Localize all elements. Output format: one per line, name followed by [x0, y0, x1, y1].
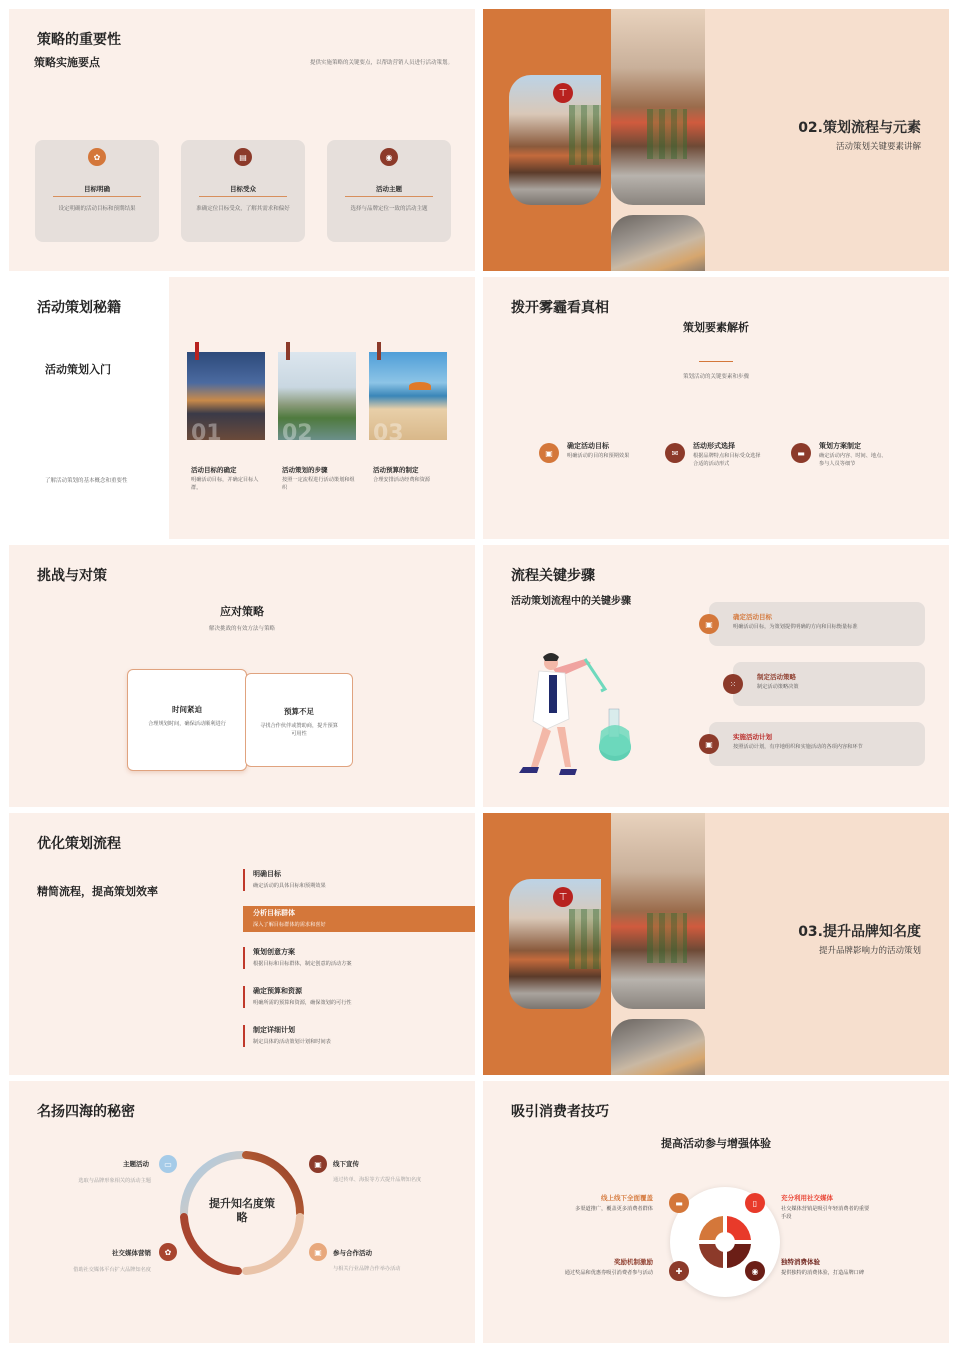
item-label: 线下宣传: [333, 1160, 359, 1168]
step-card-2: [729, 662, 925, 706]
card-desc: 设定明确的活动目标和预期结果: [58, 206, 136, 212]
slide-title: 策略的重要性: [37, 32, 121, 48]
slide-title: 挑战与对策: [37, 568, 107, 584]
item-desc: 明确活动的目的和预期效果: [567, 453, 630, 459]
item-number: 02: [282, 421, 313, 446]
slide-planning-secrets: [9, 277, 475, 539]
item-label: 活动目标的确定: [191, 466, 237, 474]
divider: [699, 361, 733, 362]
photo-card-3: [369, 352, 447, 483]
feature-theme-activity: [69, 1159, 149, 1168]
item-desc: 选取与品牌形象相关的活动主题: [78, 1178, 151, 1184]
slide-subtitle: 提高活动参与增强体验: [661, 1137, 771, 1150]
slide-subtitle: 活动策划流程中的关键步骤: [511, 596, 631, 607]
target-icon: ◉: [745, 1261, 765, 1281]
divider: [53, 196, 141, 197]
step-label: 确定活动目标: [733, 613, 772, 621]
step-label: 制定详细计划: [253, 1026, 295, 1034]
card-target-audience: [181, 140, 305, 242]
slide-challenges: [9, 545, 475, 807]
flow-step-4: [243, 984, 475, 1010]
logo-icon: ⊤: [553, 887, 573, 907]
card-target-clear: [35, 140, 159, 242]
briefcase-icon: ▬: [669, 1193, 689, 1213]
target-icon: ◉: [380, 148, 398, 166]
card-desc: 寻找合作伙伴或赞助商，提升预算可用性: [260, 723, 338, 737]
step-label: 制定活动策略: [757, 673, 796, 681]
tree-decor: [647, 913, 687, 963]
palette-icon: ✿: [88, 148, 106, 166]
image-icon: ▣: [309, 1243, 327, 1261]
item-label: 确定活动目标: [567, 442, 609, 450]
tip-experience: [781, 1257, 873, 1278]
pin-marker: [377, 342, 381, 360]
slide-note: 提供实施策略的关键要点，以帮助营销人员进行活动策划。: [309, 60, 453, 66]
street-photo-left: [509, 879, 601, 1009]
slide-section-03: [483, 813, 949, 1075]
card-label: 目标受众: [230, 185, 256, 193]
tree-decor: [569, 105, 601, 165]
slide-title: 活动策划秘籍: [37, 300, 121, 316]
item-desc: 根据品牌特点和目标受众选择合适的活动形式: [693, 453, 761, 467]
item-label: 策划方案制定: [819, 442, 861, 450]
gamepad-icon: ✚: [669, 1261, 689, 1281]
slide-subtitle: 活动策划入门: [45, 363, 111, 376]
step-bar: [243, 908, 245, 930]
flow-step-2: [243, 906, 475, 932]
item-desc: 明确活动目标，并确定目标人群。: [191, 477, 259, 491]
item-number: 03: [373, 421, 404, 446]
slide-section-02: [483, 9, 949, 271]
step-bar: [243, 869, 245, 891]
document-icon: ▯: [745, 1193, 765, 1213]
step-card-3: [705, 722, 925, 766]
slide-title: 吸引消费者技巧: [511, 1104, 609, 1120]
tip-desc: 社交媒体营销是吸引年轻消费者的重要手段: [781, 1206, 870, 1220]
item-desc: 与相关行业品牌合作举办活动: [333, 1266, 401, 1272]
step-desc: 按照活动计划，有序地组织和实施活动的各项内容和环节: [733, 744, 863, 750]
pavement-photo: [611, 1019, 705, 1075]
section-subtitle: 提升品牌影响力的活动策划: [818, 946, 921, 956]
tip-online-offline: [561, 1193, 653, 1214]
item-label: 参与合作活动: [333, 1249, 372, 1257]
center-label: 提升知名度策略: [209, 1197, 275, 1225]
feature-offline-promo: [333, 1159, 421, 1183]
slide-subtitle: 策略实施要点: [34, 56, 100, 69]
item-desc: 确定活动内容、时间、地点、参与人员等细节: [819, 453, 887, 467]
tip-reward: [561, 1257, 653, 1278]
slide-note: 策划活动的关键要素和步骤: [682, 374, 749, 380]
image-icon: ▣: [539, 443, 559, 463]
step-card-1: [705, 602, 925, 646]
item-label: 社交媒体营销: [112, 1249, 151, 1257]
step-bar: [243, 947, 245, 969]
card-label: 预算不足: [284, 707, 314, 716]
card-desc: 选择与品牌定位一致的活动主题: [350, 206, 428, 212]
slide-note: 了解活动策划的基本概念和重要性: [45, 478, 128, 484]
photo-card-1: [187, 352, 265, 491]
step-desc: 明确活动目标，为策划提供明确的方向和目标衡量标准: [733, 624, 858, 630]
item-desc: 合理安排活动经费和资源: [373, 477, 431, 483]
step-desc: 明确所需的预算和资源，确保策划的可行性: [253, 1000, 352, 1006]
step-desc: 制定具体的活动策划计划和时间表: [253, 1039, 331, 1045]
palette-icon: ✿: [159, 1243, 177, 1261]
section-title: 03.提升品牌知名度: [798, 924, 921, 940]
tip-desc: 通过奖品和优惠券吸引消费者参与活动: [564, 1270, 653, 1276]
tip-label: 线上线下全面覆盖: [601, 1194, 653, 1202]
divider: [345, 196, 433, 197]
pin-marker: [286, 342, 290, 360]
tree-decor: [569, 909, 601, 969]
slide-strategy-importance: [9, 9, 475, 271]
slide-subtitle: 策划要素解析: [683, 321, 749, 334]
section-subtitle: 活动策划关键要素讲解: [835, 142, 921, 152]
slide-optimize-flow: [9, 813, 475, 1075]
feature-partner-activity: [333, 1248, 400, 1272]
pavement-photo: [611, 215, 705, 271]
item-label: 主题活动: [123, 1160, 149, 1168]
slide-title: 流程关键步骤: [511, 568, 595, 584]
tip-desc: 提供独特的消费体验，打造品牌口碑: [781, 1270, 865, 1276]
feature-social-desc: [45, 1266, 151, 1273]
pin-marker: [195, 342, 199, 360]
slide-key-steps: [483, 545, 949, 807]
card-label: 目标明确: [84, 185, 110, 193]
street-photo-center: [611, 813, 705, 1009]
tip-label: 奖励机制激励: [614, 1258, 653, 1266]
slide-see-truth: [483, 277, 949, 539]
image-icon: ▣: [699, 614, 719, 634]
slide-title: 名扬四海的秘密: [37, 1104, 135, 1120]
step-desc: 根据目标和目标群体，制定创意的活动方案: [253, 961, 352, 967]
item-number: 01: [191, 421, 222, 446]
tip-social-media: [781, 1193, 873, 1222]
tip-desc: 多渠道推广，覆盖更多消费者群体: [575, 1206, 653, 1212]
challenge-card-time: [127, 669, 247, 771]
item-label: 活动形式选择: [693, 442, 735, 450]
card-label: 时间紧迫: [172, 705, 202, 714]
feature-theme-desc: [45, 1177, 151, 1184]
image-icon: ▣: [699, 734, 719, 754]
grid-icon: ⁙: [723, 674, 743, 694]
item-label: 活动策划的步骤: [282, 466, 328, 474]
challenge-card-budget: [245, 673, 353, 767]
step-bar: [243, 986, 245, 1008]
slide-title: 优化策划流程: [37, 836, 121, 852]
street-photo-left: [509, 75, 601, 205]
flow-step-5: [243, 1023, 475, 1049]
card-label: 活动主题: [376, 185, 402, 193]
street-photo-center: [611, 9, 705, 205]
item-label: 活动预算的制定: [373, 466, 419, 474]
clipboard-icon: ▤: [234, 148, 252, 166]
item-desc: 借助社交媒体平台扩大品牌知名度: [73, 1267, 151, 1273]
tip-label: 充分利用社交媒体: [781, 1194, 833, 1202]
step-label: 确定预算和资源: [253, 987, 302, 995]
step-label: 分析目标群体: [253, 909, 295, 917]
step-label: 明确目标: [253, 870, 281, 878]
slide-subtitle: 精简流程，提高策划效率: [37, 885, 158, 898]
card-desc: 准确定位目标受众，了解其需求和偏好: [196, 206, 290, 212]
briefcase-icon: ▬: [791, 443, 811, 463]
item-desc: 通过传单、海报等方式提升品牌知名度: [333, 1177, 422, 1183]
card-activity-theme: [327, 140, 451, 242]
tip-label: 独特消费体验: [781, 1258, 820, 1266]
mail-icon: ✉: [665, 443, 685, 463]
flow-step-3: [243, 945, 475, 971]
item-desc: 按照一定流程进行活动策划和组织: [282, 477, 355, 491]
umbrella-decor: [409, 382, 431, 390]
feature-social-media: [49, 1248, 151, 1257]
quadrant-center-icon: [697, 1214, 753, 1270]
image-icon: ▣: [309, 1155, 327, 1173]
step-label: 策划创意方案: [253, 948, 295, 956]
step-desc: 深入了解目标群体的需求和喜好: [253, 922, 326, 928]
card-desc: 合理规划时间，确保活动顺利进行: [148, 721, 226, 727]
logo-icon: ⊤: [553, 83, 573, 103]
slide-note: 解决挑战的有效方法与策略: [208, 626, 275, 632]
section-title: 02.策划流程与元素: [798, 120, 921, 136]
step-label: 实施活动计划: [733, 733, 772, 741]
slide-subtitle: 应对策略: [220, 605, 264, 618]
slide-title: 拨开雾霾看真相: [511, 300, 609, 316]
step-bar: [243, 1025, 245, 1047]
photo-card-2: [278, 352, 356, 491]
divider: [199, 196, 287, 197]
flow-step-1: [243, 867, 475, 893]
scientist-illustration: [513, 649, 633, 779]
chat-icon: ▭: [159, 1155, 177, 1173]
step-desc: 确定活动的具体目标和预期效果: [253, 883, 326, 889]
slide-brand-secrets: [9, 1081, 475, 1343]
slide-attract-consumers: [483, 1081, 949, 1343]
tree-decor: [647, 109, 687, 159]
step-desc: 制定活动策略决策: [757, 684, 799, 690]
